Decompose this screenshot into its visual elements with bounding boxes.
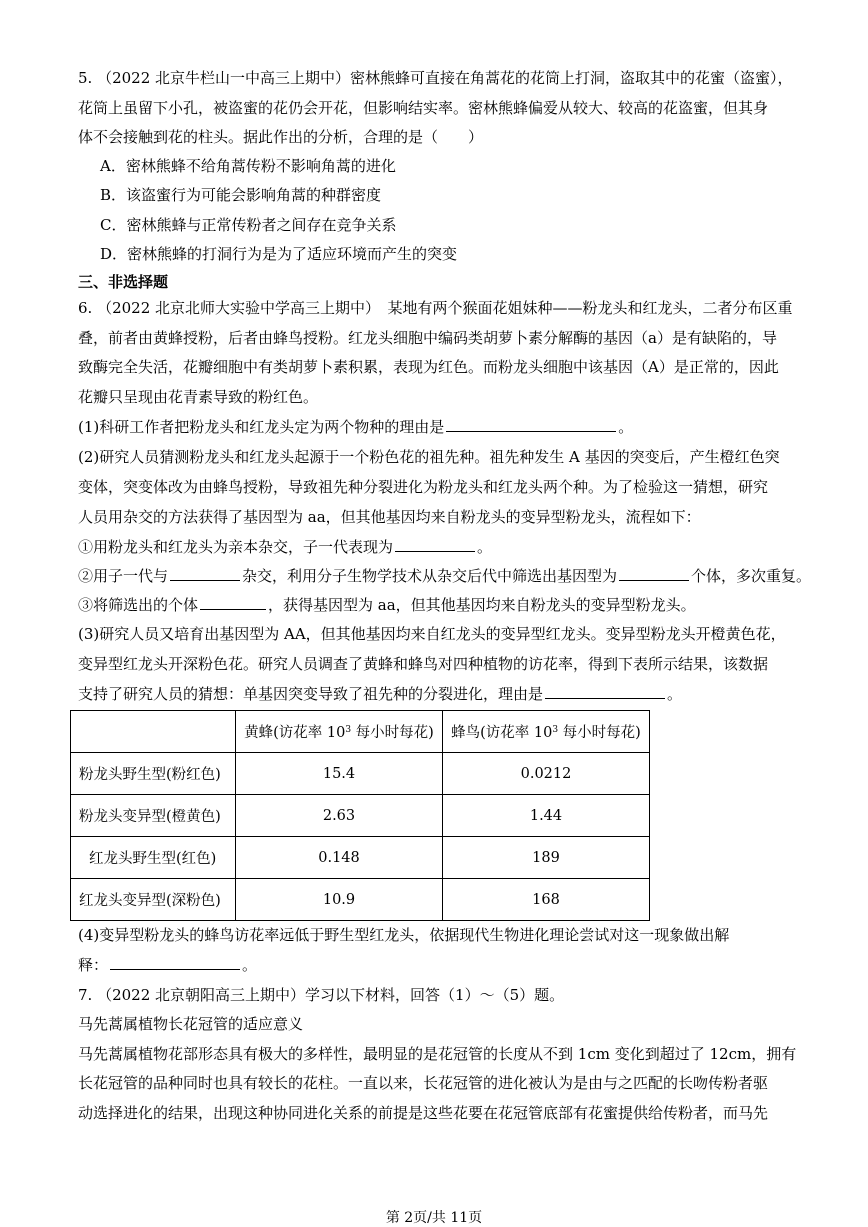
q6-step2-text-b: 杂交，利用分子生物学技术从杂交后代中筛选出基因型为 bbox=[242, 567, 618, 585]
table-header-row bbox=[71, 711, 650, 753]
q6-part2-line-3: 人员用杂交的方法获得了基因型为 aa，但其他基因均来自粉龙头的变异型粉龙头，流程如下： bbox=[78, 508, 701, 526]
row-name: 粉龙头变异型(橙黄色) bbox=[71, 795, 236, 837]
q6-part2-line-2: 变体，突变体改为由蜂鸟授粉，导致祖先种分裂进化为粉龙头和红龙头两个种。为了检验这一猜想，研究 bbox=[78, 478, 769, 496]
q6-part3-end: 。 bbox=[667, 685, 683, 703]
q7-body-line-2: 长花冠管的品种同时也具有较长的花柱。一直以来，长花冠管的进化被认为是由与之匹配的长吻传粉者驱 bbox=[78, 1074, 769, 1092]
wasp-value: 15.4 bbox=[236, 753, 443, 795]
q6-step2 bbox=[78, 566, 811, 586]
q5-option-c: C．密林熊蜂与正常传粉者之间存在竞争关系 bbox=[100, 216, 397, 234]
row-name: 红龙头变异型(深粉色) bbox=[71, 879, 236, 921]
answer-blank-4[interactable] bbox=[619, 566, 689, 581]
q6-intro-line-1: 6. （2022 北京北师大实验中学高三上期中） 某地有两个猴面花姐妹种——粉龙头和红龙头，二者分布区重 bbox=[78, 299, 793, 317]
bird-value: 189 bbox=[443, 837, 650, 879]
bird-value: 1.44 bbox=[443, 795, 650, 837]
q5-stem-line-1: 5. （2022 北京牛栏山一中高三上期中）密林熊蜂可直接在角蒿花的花筒上打洞，盗取其中的花蜜（盗蜜）， bbox=[78, 69, 793, 87]
visit-rate-table bbox=[70, 710, 650, 921]
wasp-value: 2.63 bbox=[236, 795, 443, 837]
q6-intro-line-3: 致酶完全失活，花瓣细胞中有类胡萝卜素积累，表现为红色。而粉龙头细胞中该基因（A）是正常的，因此 bbox=[78, 358, 779, 376]
header-bird-unit: 每小时每花) bbox=[558, 725, 641, 741]
table-header-wasp bbox=[236, 711, 443, 753]
header-wasp-sup: 3 bbox=[345, 725, 352, 735]
q7-body-line-1: 马先蒿属植物花部形态具有极大的多样性，最明显的是花冠管的长度从不到 1cm 变化到超过了 12cm，拥有 bbox=[78, 1045, 797, 1063]
answer-blank-7[interactable] bbox=[110, 955, 240, 970]
table-row bbox=[71, 837, 650, 879]
table-header-bird bbox=[443, 711, 650, 753]
q5-option-d: D．密林熊蜂的打洞行为是为了适应环境而产生的突变 bbox=[100, 245, 458, 263]
wasp-value: 10.9 bbox=[236, 879, 443, 921]
q6-part3-line-2: 变异型红龙头开深粉色花。研究人员调查了黄蜂和蜂鸟对四种植物的访花率，得到下表所示结果，该数据 bbox=[78, 655, 769, 673]
table-corner-cell bbox=[71, 711, 236, 753]
q6-part1 bbox=[78, 417, 633, 437]
answer-blank-5[interactable] bbox=[200, 595, 266, 610]
q6-part4-end: 。 bbox=[242, 956, 258, 974]
q6-step2-text-a: ②用子一代与 bbox=[78, 567, 169, 585]
bird-value: 168 bbox=[443, 879, 650, 921]
q7-material-title: 马先蒿属植物长花冠管的适应意义 bbox=[78, 1015, 304, 1033]
answer-blank-6[interactable] bbox=[545, 684, 665, 699]
q5-stem-line-3: 体不会接触到花的柱头。据此作出的分析，合理的是（ ） bbox=[78, 128, 484, 146]
answer-blank-2[interactable] bbox=[395, 537, 475, 552]
q5-option-a: A．密林熊蜂不给角蒿传粉不影响角蒿的进化 bbox=[100, 157, 396, 175]
q6-intro-line-4: 花瓣只呈现由花青素导致的粉红色。 bbox=[78, 388, 319, 406]
q6-part4-line-1: (4)变异型粉龙头的蜂鸟访花率远低于野生型红龙头，依据现代生物进化理论尝试对这一现象做出解 bbox=[78, 926, 730, 944]
table-row bbox=[71, 753, 650, 795]
q6-step3 bbox=[78, 595, 696, 615]
header-wasp-unit: 每小时每花) bbox=[351, 725, 434, 741]
q6-part1-text: (1)科研工作者把粉龙头和红龙头定为两个物种的理由是 bbox=[78, 418, 445, 436]
row-name: 红龙头野生型(红色) bbox=[71, 837, 236, 879]
q6-step1-text: ①用粉龙头和红龙头为亲本杂交，子一代表现为 bbox=[78, 538, 394, 556]
q5-stem-line-2: 花筒上虽留下小孔，被盗蜜的花仍会开花，但影响结实率。密林熊蜂偏爱从较大、较高的花盗蜜，但其身 bbox=[78, 99, 769, 117]
bird-value: 0.0212 bbox=[443, 753, 650, 795]
table-row bbox=[71, 879, 650, 921]
q5-option-b: B．该盗蜜行为可能会影响角蒿的种群密度 bbox=[100, 186, 382, 204]
q6-part3-line-1: (3)研究人员又培育出基因型为 AA，但其他基因均来自红龙头的变异型红龙头。变异型粉龙头开橙黄色花， bbox=[78, 625, 786, 643]
q6-part4-text: 释： bbox=[78, 956, 109, 974]
q6-part2-line-1: (2)研究人员猜测粉龙头和红龙头起源于一个粉色花的祖先种。祖先种发生 A 基因的突变后，产生橙红色突 bbox=[78, 448, 780, 466]
answer-blank-3[interactable] bbox=[170, 566, 240, 581]
q6-step3-text-b: ，获得基因型为 aa，但其他基因均来自粉龙头的变异型粉龙头。 bbox=[268, 596, 696, 614]
q7-stem: 7. （2022 北京朝阳高三上期中）学习以下材料，回答（1）～（5）题。 bbox=[78, 986, 565, 1004]
q6-step2-text-c: 个体，多次重复。 bbox=[691, 567, 812, 585]
q6-part3-text: 支持了研究人员的猜想：单基因突变导致了祖先种的分裂进化，理由是 bbox=[78, 685, 544, 703]
answer-blank-1[interactable] bbox=[446, 417, 616, 432]
header-bird-sup: 3 bbox=[552, 725, 559, 735]
row-name: 粉龙头野生型(粉红色) bbox=[71, 753, 236, 795]
q6-step1-end: 。 bbox=[477, 538, 493, 556]
q6-part4-line-2 bbox=[78, 955, 257, 975]
table-row bbox=[71, 795, 650, 837]
q7-body-line-3: 动选择进化的结果，出现这种协同进化关系的前提是这些花要在花冠管底部有花蜜提供给传粉者，而马先 bbox=[78, 1104, 769, 1122]
wasp-value: 0.148 bbox=[236, 837, 443, 879]
section-heading: 三、非选择题 bbox=[78, 273, 169, 291]
q6-part1-end: 。 bbox=[618, 418, 634, 436]
q6-step1 bbox=[78, 537, 492, 557]
page-number: 第 2页/共 11页 bbox=[385, 1210, 483, 1226]
header-bird-text: 蜂鸟(访花率 10 bbox=[451, 725, 553, 741]
q6-part3-line-3 bbox=[78, 684, 682, 704]
q6-intro-line-2: 叠，前者由黄蜂授粉，后者由蜂鸟授粉。红龙头细胞中编码类胡萝卜素分解酶的基因（a）是有缺陷的，导 bbox=[78, 329, 777, 347]
header-wasp-text: 黄蜂(访花率 10 bbox=[244, 725, 346, 741]
q6-step3-text-a: ③将筛选出的个体 bbox=[78, 596, 199, 614]
